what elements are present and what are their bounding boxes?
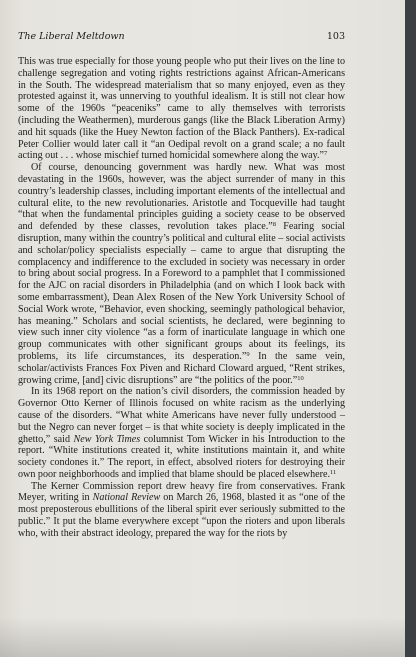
text-run: columnist Tom Wicker in his Introduction to the report. “White institutions created it, white institutions maintain it, and white society condones it.” The report, in effect, absolved rioters for destroying their own poor neighborhoods and implied that blame should be placed elsewhere. <box>18 433 345 480</box>
page-shadow <box>0 617 405 657</box>
footnote-ref[interactable]: 10 <box>297 374 304 382</box>
text-run: The Kerner Commission report drew heavy fire from conservatives. Frank Meyer, writing in <box>18 480 345 504</box>
text-run: This was true especially for those young people who put their lives on the line to challenge segregation and voting rights restrictions against African-Americans in the South. The widespread materialism that so many enjoyed, even as they protested against it, was unnerving to youthful idealism. It is still not clear how some of the 1960s “peaceniks” came to ally themselves with terrorists (including the Weathermen), murderous gangs (like the Black Liberation Army) and hit squads (like the Huey Newton faction of the Black Panthers). Ex-radical Peter Collier would later call it “an Oedipal revolt on a grand scale; a no fault acting out . . . whose mischief turned homicidal somewhere along the way.” <box>18 56 345 162</box>
running-header <box>18 31 345 45</box>
text-run: In its 1968 report on the nation’s civil disorders, the commission headed by Governor Otto Kerner of Illinois focused on white racism as the underlying cause of the disorders. “What white Americans have never fully understood – but the Negro can never forget – is that white society is deeply implicated in the ghetto,” said <box>18 386 345 445</box>
paragraph <box>18 56 345 162</box>
text-run: Fearing social disruption, many within the country’s political and cultural elite – social activists and scholar/policy specialists especially – came to argue that disrupting the complacency and indifference to the excluded in society was necessary in order to bring about social progress. In a Foreword to a pamphlet that I commissioned for the AJC on racial disorders in Philadelphia (and on which I look back with some embarrassment), Dean Alex Rosen of the New York University School of Social Work wrote, “Behavior, even shocking, seemingly pathological behavior, has meaning.” Scholars and social scientists, he declared, were beginning to view such inner city violence “as a form of inarticulate language in which one group communicates with other significant groups about its feelings, its problems, its life circumstances, its desperation.” <box>18 221 345 362</box>
italic-title: National Review <box>92 492 161 504</box>
paragraph <box>18 162 345 386</box>
body-text <box>18 56 345 540</box>
footnote-ref[interactable]: 7 <box>324 150 328 158</box>
text-run: on March 26, 1968, blasted it as “one of the most preposterous ebullitions of the liberal spirit ever seriously submitted to the public.” It put the blame everywhere except “upon the rioters and upon liberals who, with their abstract ideology, prepared the way for the riots by <box>18 492 346 539</box>
paragraph <box>18 481 345 540</box>
book-edge <box>405 0 416 657</box>
italic-title: New York Times <box>73 433 141 445</box>
running-title: The Liberal Meltdown <box>18 31 125 42</box>
page-number: 103 <box>326 31 345 42</box>
text-run: In the same vein, scholar/activists Frances Fox Piven and Richard Cloward argued, “Rent strikes, growing crime, [and] civic disruptions” are “the politics of the poor.” <box>18 350 345 386</box>
footnote-ref[interactable]: 11 <box>330 468 337 476</box>
footnote-ref[interactable]: 8 <box>272 221 276 229</box>
footnote-ref[interactable]: 9 <box>246 350 250 358</box>
text-run: Of course, denouncing government was hardly new. What was most devastating in the 1960s, however, was the abject surrender of many in this country’s leadership classes, including important elements of the intellectual and cultural elite, to the new revolutionaries. Aristotle and Tocqueville had taught “that when the fundamental principles guiding a society cease to be observed and defended by these classes, revolution takes place.” <box>18 162 345 233</box>
paragraph <box>18 386 345 480</box>
